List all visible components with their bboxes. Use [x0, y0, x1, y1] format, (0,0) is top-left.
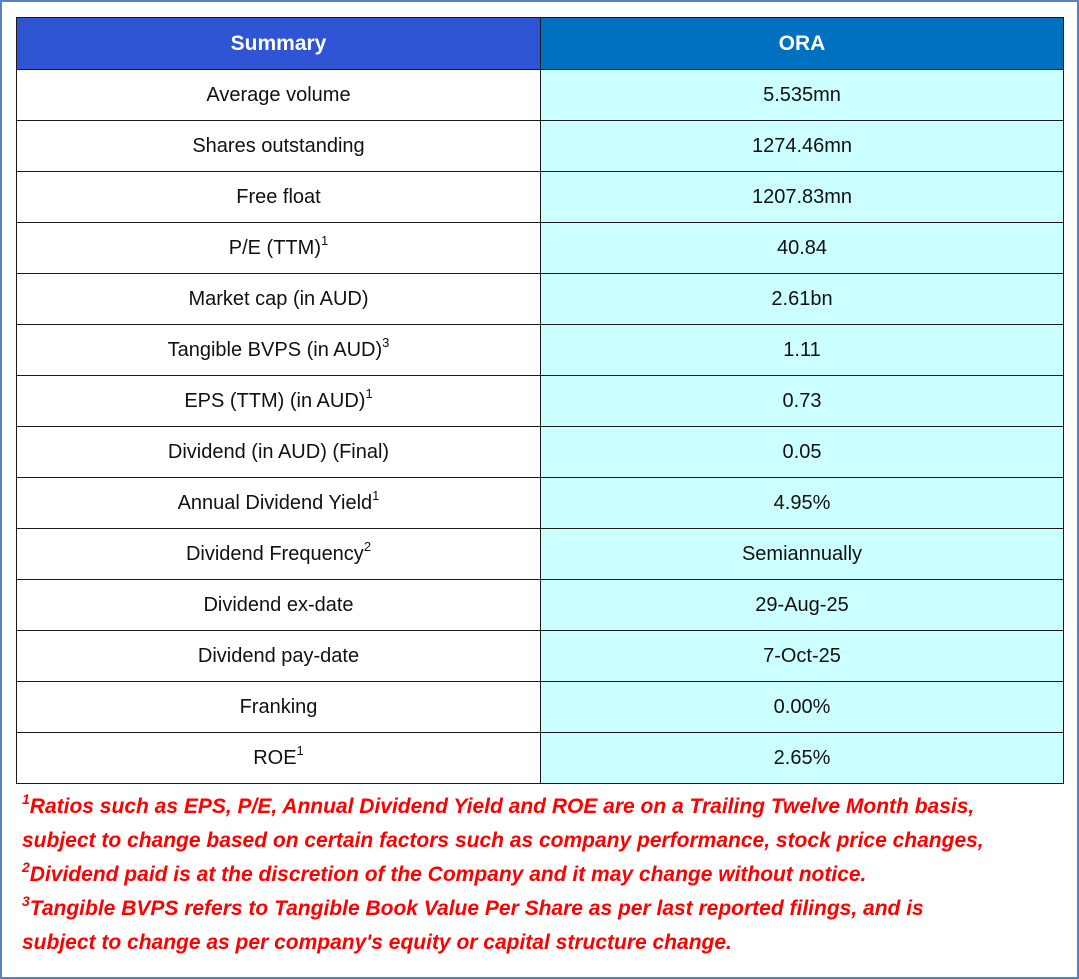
footnote-3-line-2: subject to change as per company's equity or capital structure change. [22, 931, 732, 954]
row-label-cell [17, 631, 541, 682]
row-label-cell [17, 325, 541, 376]
footnote-marker: 3 [382, 334, 390, 350]
footnote-marker: 1 [372, 487, 380, 503]
header-summary: Summary [17, 18, 541, 70]
row-value: 2.65% [541, 733, 1064, 784]
row-value: 40.84 [541, 223, 1064, 274]
row-value: 5.535mn [541, 70, 1064, 121]
row-value: 4.95% [541, 478, 1064, 529]
footnote-marker: 2 [363, 538, 372, 554]
row-label: Average volume [206, 83, 351, 106]
row-value: 1207.83mn [541, 172, 1064, 223]
footnote-marker: 1 [320, 232, 329, 248]
row-value: 0.73 [541, 376, 1064, 427]
row-label: Market cap (in AUD) [188, 287, 369, 310]
footnote-marker: 1 [365, 385, 373, 401]
row-label: P/E (TTM) [228, 236, 321, 259]
table-row [17, 172, 1064, 223]
row-value: 1274.46mn [541, 121, 1064, 172]
row-label-cell [17, 478, 541, 529]
footnote-2-marker: 2 [22, 859, 30, 875]
row-value: 29-Aug-25 [541, 580, 1064, 631]
row-label-cell [17, 580, 541, 631]
row-label: Dividend (in AUD) (Final) [167, 440, 390, 463]
table-row [17, 631, 1064, 682]
footnote-2-text: Dividend paid is at the discretion of the Company and it may change without notice. [29, 863, 867, 886]
footnote-1-line-1 [22, 790, 1072, 824]
row-label: Tangible BVPS (in AUD) [167, 338, 383, 361]
table-row [17, 529, 1064, 580]
footnotes [22, 790, 1072, 960]
table-row [17, 376, 1064, 427]
table-header-row [17, 18, 1064, 70]
row-value: 0.00% [541, 682, 1064, 733]
row-label-cell [17, 121, 541, 172]
footnote-marker: 1 [296, 742, 304, 758]
table-row [17, 325, 1064, 376]
row-label-cell [17, 70, 541, 121]
row-label: Annual Dividend Yield [177, 491, 373, 514]
row-label: Dividend pay-date [197, 644, 360, 667]
row-label: ROE [253, 746, 297, 769]
table-row [17, 223, 1064, 274]
footnote-2 [22, 858, 1072, 892]
row-label: Free float [236, 185, 321, 208]
footnote-1-line-2: subject to change based on certain factors such as company performance, stock price changes, [22, 829, 984, 852]
footnote-1-text: Ratios such as EPS, P/E, Annual Dividend Yield and ROE are on a Trailing Twelve Month basis, [29, 795, 975, 818]
row-label: Dividend ex-date [203, 593, 354, 616]
row-label-cell [17, 529, 541, 580]
summary-table [16, 17, 1064, 784]
table-row [17, 70, 1064, 121]
row-label-cell [17, 733, 541, 784]
footnote-3-marker: 3 [22, 893, 30, 909]
row-label-cell [17, 682, 541, 733]
row-label: Franking [239, 695, 318, 718]
table-row [17, 274, 1064, 325]
header-ticker: ORA [541, 18, 1064, 70]
footnote-1-marker: 1 [22, 791, 30, 807]
row-label-cell [17, 376, 541, 427]
table-row [17, 580, 1064, 631]
row-label-cell [17, 223, 541, 274]
footnote-3-line-1 [22, 892, 1072, 926]
row-label: Shares outstanding [192, 134, 365, 157]
table-row [17, 478, 1064, 529]
table-row [17, 733, 1064, 784]
row-label: Dividend Frequency [185, 542, 364, 565]
footnote-3-text: Tangible BVPS refers to Tangible Book Value Per Share as per last reported filings, and is [29, 897, 924, 920]
row-value: 1.11 [541, 325, 1064, 376]
row-label: EPS (TTM) (in AUD) [184, 389, 366, 412]
row-value: 0.05 [541, 427, 1064, 478]
table-row [17, 121, 1064, 172]
table-row [17, 682, 1064, 733]
row-label-cell [17, 172, 541, 223]
table-row [17, 427, 1064, 478]
row-value: 7-Oct-25 [541, 631, 1064, 682]
row-label-cell [17, 274, 541, 325]
row-value: 2.61bn [541, 274, 1064, 325]
row-label-cell [17, 427, 541, 478]
row-value: Semiannually [541, 529, 1064, 580]
